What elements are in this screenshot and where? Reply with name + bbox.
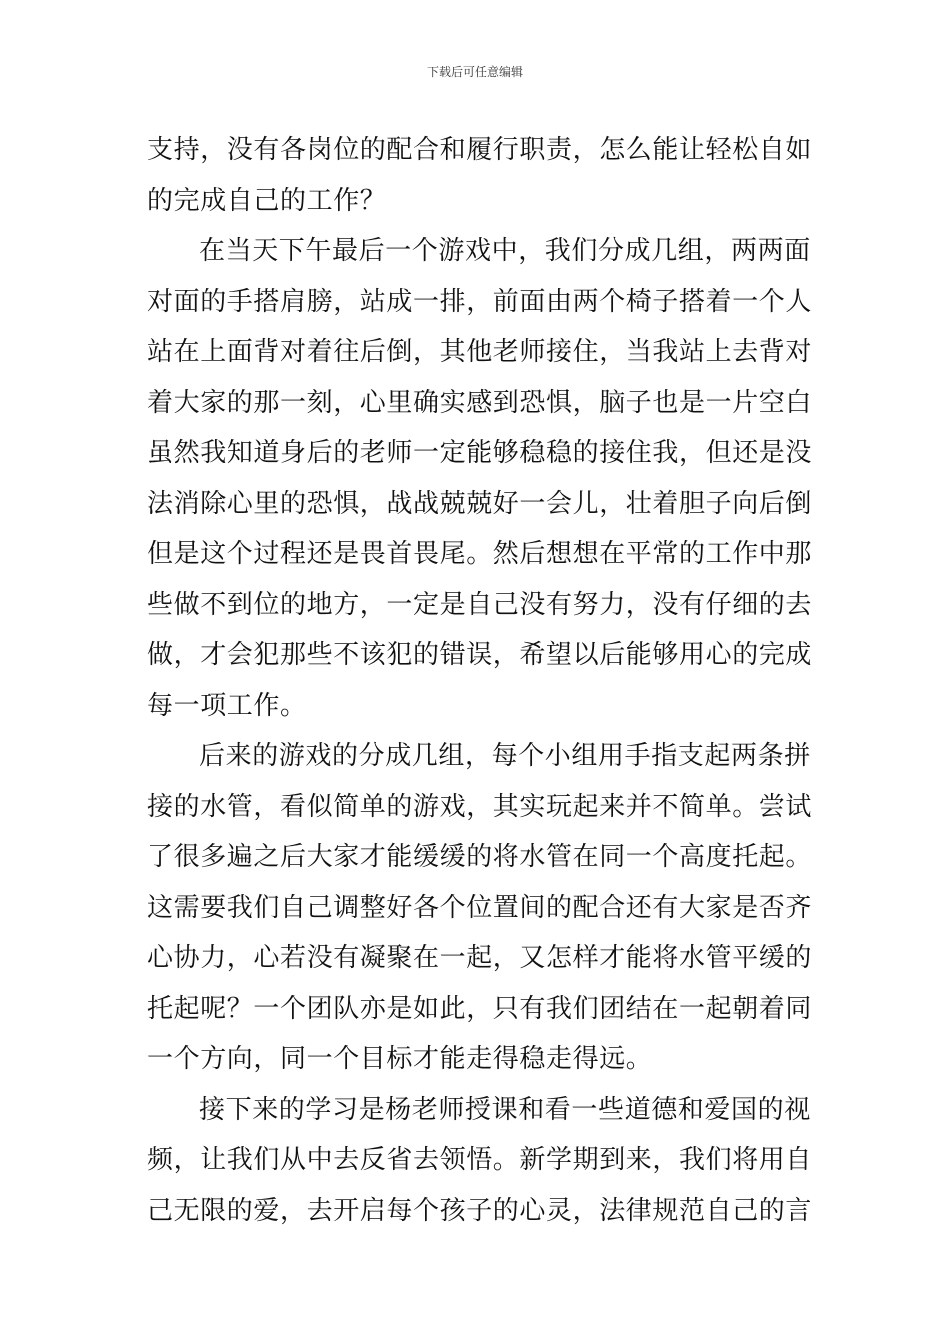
text-line: 的完成自己的工作？ xyxy=(147,185,387,216)
document-body xyxy=(147,125,813,1236)
text-line: 对面的手搭肩膀，站成一排，前面由两个椅子搭着一个人 xyxy=(147,286,813,317)
text-line: 但是这个过程还是畏首畏尾。然后想想在平常的工作中那 xyxy=(147,539,813,569)
text-line: 支持，没有各岗位的配合和履行职责，怎么能让轻松自如 xyxy=(147,135,813,165)
text-line: 频，让我们从中去反省去领悟。新学期到来，我们将用自 xyxy=(147,1145,813,1175)
text-line: 虽然我知道身后的老师一定能够稳稳的接住我，但还是没 xyxy=(147,438,813,468)
text-line: 后来的游戏的分成几组，每个小组用手指支起两条拼 xyxy=(199,741,811,771)
text-line: 一个方向，同一个目标才能走得稳走得远。 xyxy=(147,1044,653,1074)
text-line: 了很多遍之后大家才能缓缓的将水管在同一个高度托起。 xyxy=(147,842,813,872)
text-line: 接的水管，看似简单的游戏，其实玩起来并不简单。尝试 xyxy=(147,791,813,822)
text-line: 些做不到位的地方，一定是自己没有努力，没有仔细的去 xyxy=(147,589,813,620)
text-line: 托起呢？一个团队亦是如此，只有我们团结在一起朝着同 xyxy=(147,993,813,1024)
text-line: 每一项工作。 xyxy=(147,690,307,721)
text-line: 心协力，心若没有凝聚在一起，又怎样才能将水管平缓的 xyxy=(147,943,813,973)
text-line: 这需要我们自己调整好各个位置间的配合还有大家是否齐 xyxy=(147,892,813,923)
text-line: 接下来的学习是杨老师授课和看一些道德和爱国的视 xyxy=(199,1094,811,1125)
text-line: 己无限的爱，去开启每个孩子的心灵，法律规范自己的言 xyxy=(147,1195,813,1226)
text-line: 做，才会犯那些不该犯的错误，希望以后能够用心的完成 xyxy=(147,640,813,670)
text-line: 站在上面背对着往后倒，其他老师接住，当我站上去背对 xyxy=(147,337,813,367)
page-header: 下载后可任意编辑 xyxy=(426,65,523,79)
text-line: 法消除心里的恐惧，战战兢兢好一会儿，壮着胆子向后倒 xyxy=(147,488,813,519)
text-line: 着大家的那一刻，心里确实感到恐惧，脑子也是一片空白 xyxy=(147,387,813,418)
text-line: 在当天下午最后一个游戏中，我们分成几组，两两面 xyxy=(199,236,811,266)
